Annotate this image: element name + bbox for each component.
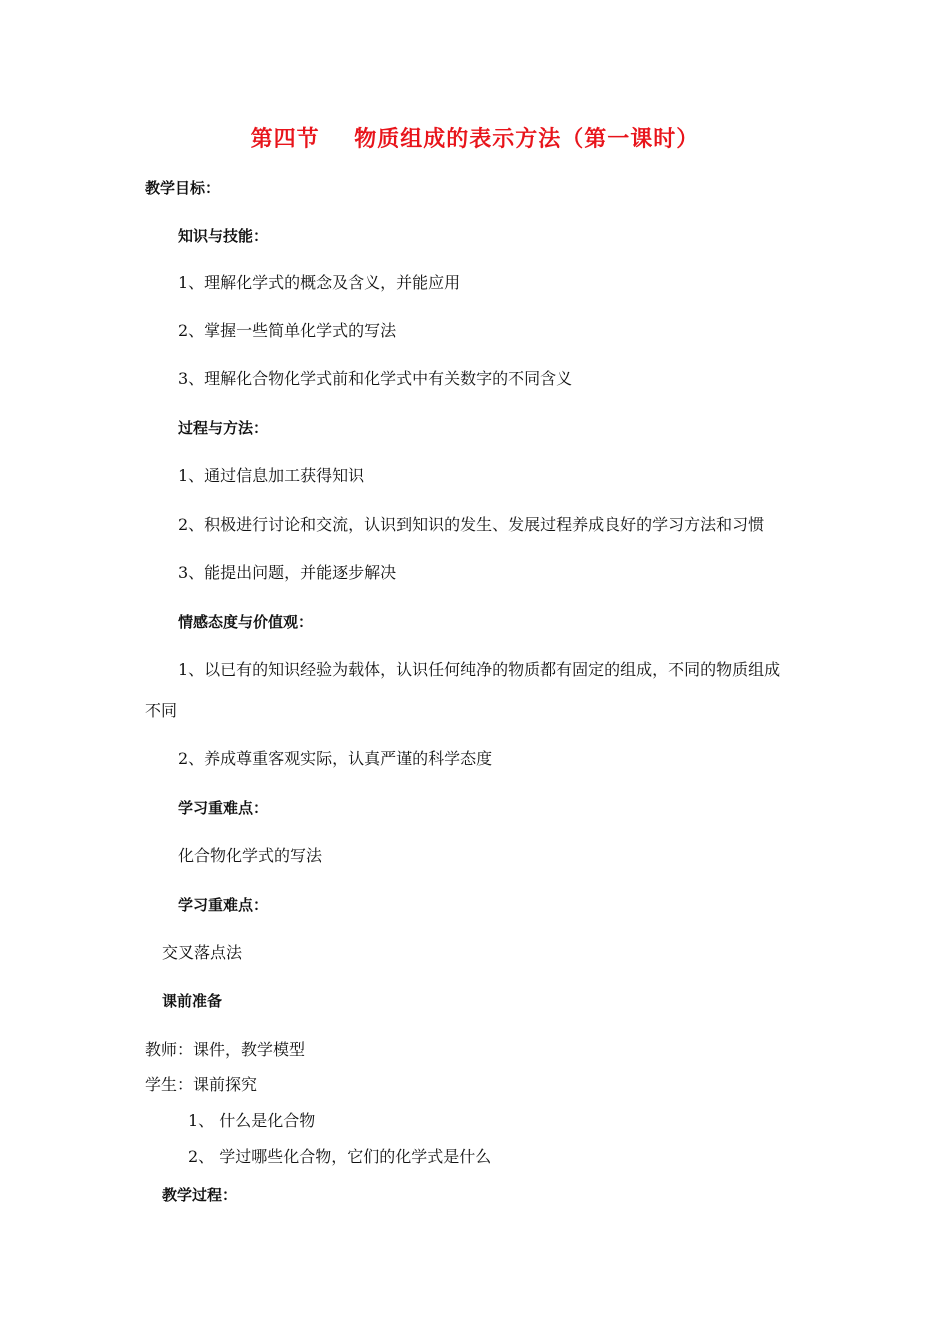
prep-heading: 课前准备 (162, 992, 223, 1010)
knowledge-item: 1、理解化学式的概念及含义，并能应用 (178, 273, 461, 292)
emotion-item-1: 1、以已有的知识经验为载体，认识任何纯净的物质都有固定的组成，不同的物质组成 (178, 660, 781, 679)
student-prep: 学生：课前探究 (145, 1075, 258, 1094)
document-title: 第四节 物质组成的表示方法（第一课时） (250, 127, 700, 152)
key-points-heading-2: 学习重难点： (178, 896, 269, 914)
process-item: 3、能提出问题，并能逐步解决 (178, 563, 397, 582)
emotion-heading: 情感态度与价值观： (178, 613, 314, 631)
process-item: 2、积极进行讨论和交流，认识到知识的发生、发展过程养成良好的学习方法和习惯 (178, 515, 765, 534)
student-item: 1、 什么是化合物 (188, 1111, 316, 1130)
emotion-item-1-continuation: 不同 (145, 701, 178, 720)
objectives-heading: 教学目标： (145, 179, 221, 197)
key-points-text: 化合物化学式的写法 (178, 846, 323, 865)
teacher-prep: 教师：课件，教学模型 (145, 1040, 306, 1059)
student-item: 2、 学过哪些化合物，它们的化学式是什么 (188, 1147, 492, 1166)
knowledge-item: 2、掌握一些简单化学式的写法 (178, 321, 397, 340)
knowledge-item: 3、理解化合物化学式前和化学式中有关数字的不同含义 (178, 369, 573, 388)
knowledge-heading: 知识与技能： (178, 227, 269, 245)
method-text: 交叉落点法 (162, 943, 243, 962)
process-item: 1、通过信息加工获得知识 (178, 466, 365, 485)
key-points-heading: 学习重难点： (178, 799, 269, 817)
process-section-heading: 教学过程： (162, 1186, 238, 1204)
process-heading: 过程与方法： (178, 419, 269, 437)
emotion-item-2: 2、养成尊重客观实际，认真严谨的科学态度 (178, 749, 493, 768)
